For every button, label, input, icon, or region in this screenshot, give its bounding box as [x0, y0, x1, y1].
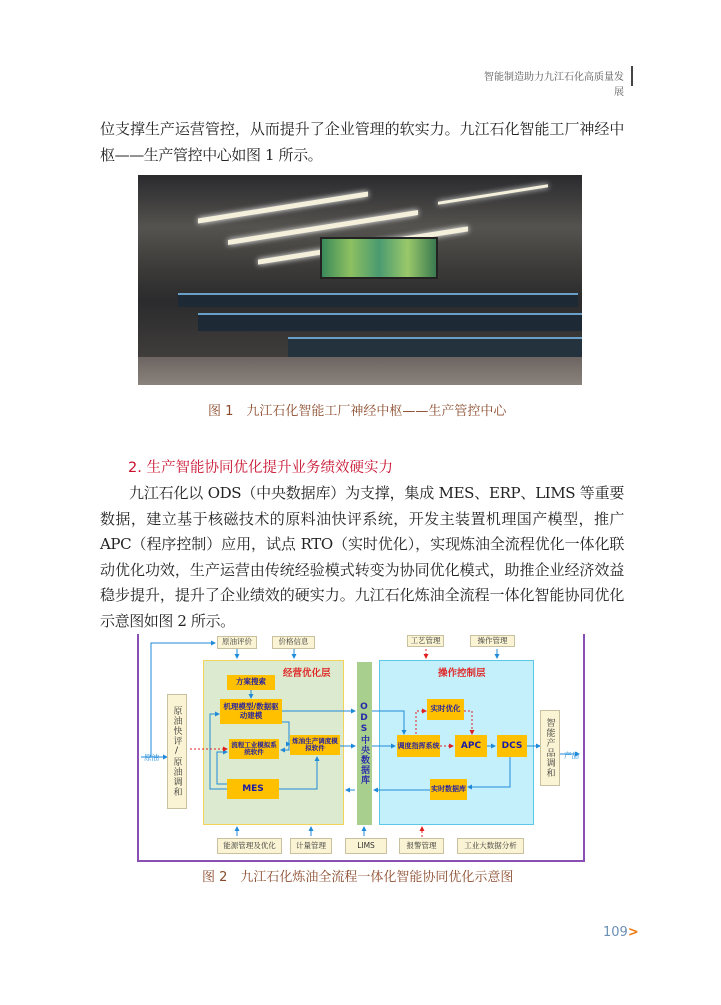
- product-label: 产品: [564, 751, 579, 760]
- box-dispatch-system: 调度指挥系统: [397, 735, 440, 757]
- ods-central-database: ODS中央数据库: [357, 662, 372, 825]
- control-center-photo: [138, 175, 582, 385]
- paragraph-1: 位支撑生产运营管控，从而提升了企业管理的软实力。九江石化智能工厂神经中枢——生产管控中心如图 1 所示。: [100, 117, 624, 168]
- crude-oil-label: 原油: [144, 753, 159, 762]
- smart-product-blending-column: 智能产品调和: [540, 710, 560, 786]
- business-layer-title: 经营优化层: [283, 668, 331, 679]
- input-process-management: 工艺管理: [407, 635, 444, 647]
- page-number-text: 109: [603, 925, 628, 940]
- input-operation-management: 操作管理: [470, 635, 515, 647]
- page-number: [603, 925, 639, 940]
- input-energy-management: 能源管理及优化: [217, 838, 282, 854]
- optimization-diagram: [137, 622, 585, 862]
- box-mes: MES: [227, 779, 279, 799]
- figure-2-caption: 图 2 九江石化炼油全流程一体化智能协同优化示意图: [202, 870, 514, 885]
- box-apc: APC: [455, 735, 487, 757]
- input-price-info: 价格信息: [272, 636, 315, 649]
- header-divider: [631, 66, 633, 86]
- box-mechanism-model: 机理模型/数据驱动建模: [220, 699, 282, 724]
- box-scheme-search: 方案搜索: [227, 675, 275, 690]
- section-heading: 2. 生产智能协同优化提升业务绩效硬实力: [128, 460, 393, 476]
- page-arrow-icon: >: [627, 925, 639, 940]
- box-process-simulation: 流程工业模拟系统软件: [229, 739, 279, 759]
- crude-eval-blend-column: 原油快评/原油调和: [167, 694, 187, 809]
- paragraph-2: 九江石化以 ODS（中央数据库）为支撑，集成 MES、ERP、LIMS 等重要数据，建立基于核磁技术的原料油快评系统，开发主装置机理国产模型，推广 APC（程序控制）应用，试点 RTO（实时优化），实现炼油全流程优化一体化联动优化功效，生产运营由传统经验模式转变为协同优化模式，助推企业经济效益稳步提升，提升了企业绩效的硬实力。九江石化炼油全流程一体化智能协同优化示意图如图 2 所示。: [100, 481, 624, 634]
- figure-1-caption: 图 1 九江石化智能工厂神经中枢——生产管控中心: [208, 404, 507, 419]
- running-header: 智能制造助力九江石化高质量发展: [484, 72, 624, 98]
- box-refinery-scheduling: 炼油生产调度模拟软件: [290, 735, 340, 755]
- box-realtime-database: 实时数据库: [430, 779, 467, 800]
- box-realtime-optimization: 实时优化: [427, 699, 464, 720]
- box-dcs: DCS: [497, 735, 527, 757]
- input-crude-evaluation: 原油评价: [217, 636, 257, 649]
- input-industrial-big-data: 工业大数据分析: [457, 838, 524, 854]
- input-lims: LIMS: [345, 838, 387, 854]
- control-layer-title: 操作控制层: [438, 668, 486, 679]
- input-metering-management: 计量管理: [290, 838, 332, 854]
- input-alarm-management: 报警管理: [399, 838, 444, 854]
